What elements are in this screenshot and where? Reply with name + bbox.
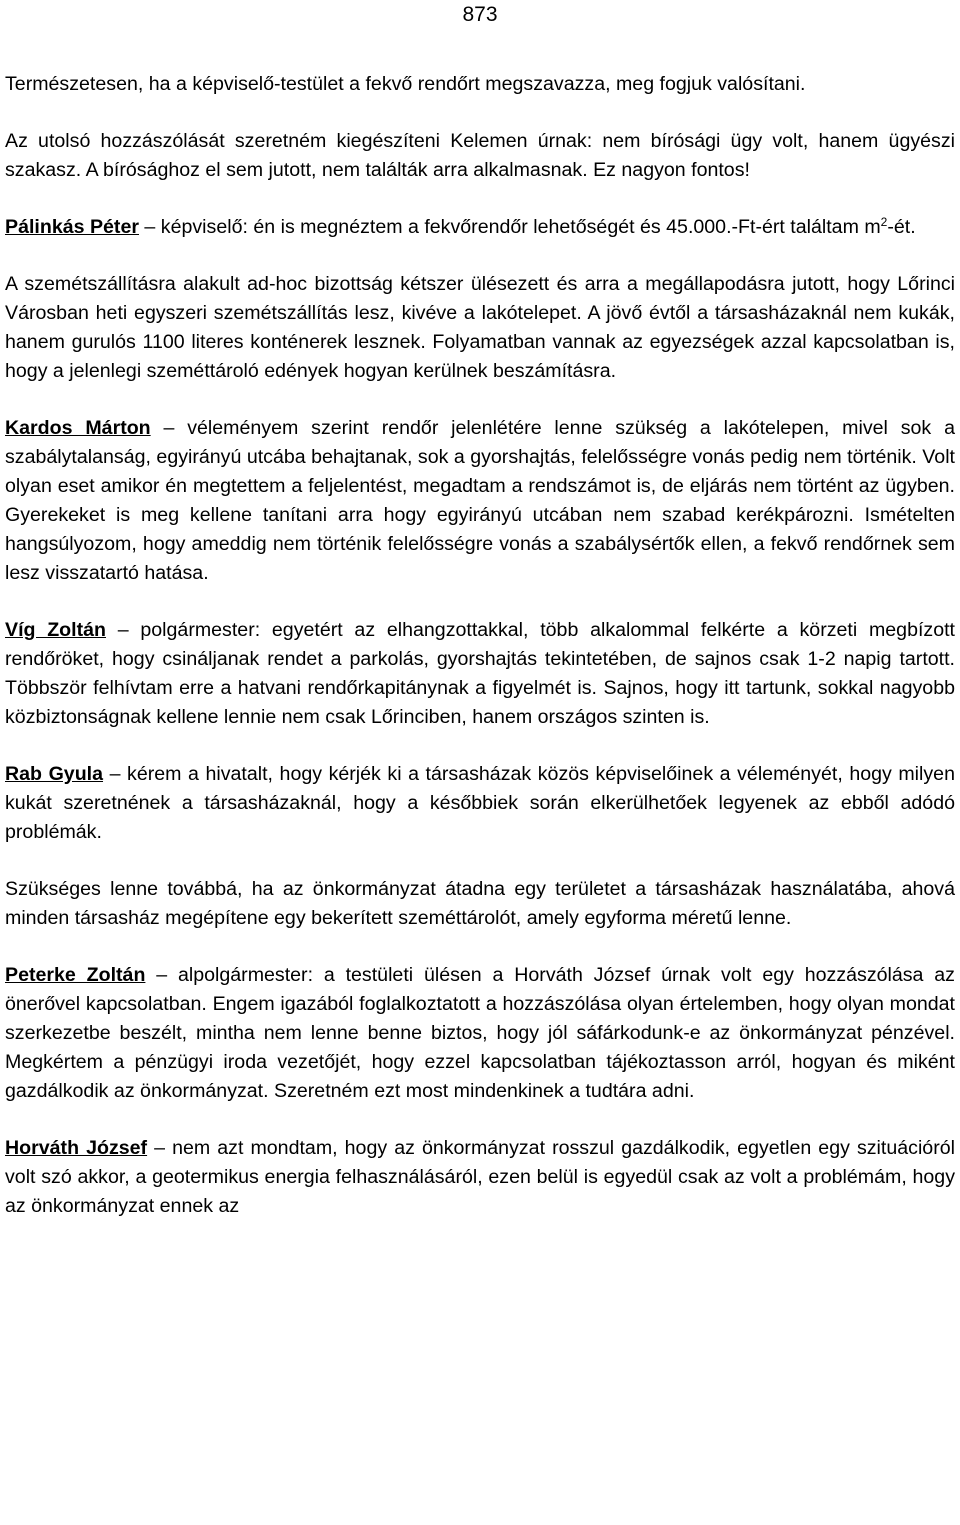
speaker-dash: –: [147, 1137, 173, 1159]
speaker-dash: –: [138, 216, 161, 238]
speaker-name: Kardos Márton: [5, 417, 151, 439]
speech-horvath-jozsef: [5, 1134, 955, 1221]
speech-text: képviselő: én is megnéztem a fekvőrendőr lehetőségét és 45.000.-Ft-ért találtam m: [160, 216, 881, 238]
speech-text-end: -ét.: [887, 216, 916, 238]
speech-kardos-marton: [5, 414, 955, 588]
speaker-name: Peterke Zoltán: [5, 964, 146, 986]
superscript: 2: [880, 215, 888, 229]
paragraph-text: Szükséges lenne továbbá, ha az önkormányzat átadna egy területet a társasházak használatába, ahová minden társasház megépítene egy bekerített szeméttárolót, amely egyforma méretű lenne.: [5, 878, 955, 929]
paragraph-waste-committee: [5, 270, 955, 386]
speaker-name: Pálinkás Péter: [5, 216, 139, 238]
speech-peterke-zoltan: [5, 961, 955, 1106]
speech-palinkas-peter: [5, 213, 955, 242]
speaker-dash: –: [145, 964, 178, 986]
speaker-name: Horváth József: [5, 1137, 148, 1159]
speech-text: polgármester: egyetért az elhangzottakkal, több alkalommal felkérte a körzeti megbízott rendőröket, hogy csináljanak rendet a parkolás, gyorshajtás tekintetében, de sajnos csak 1-2 napig tartott. Többször felhívtam erre a hatvani rendőrkapitánynak a figyelmét is. Sajnos, hogy itt tartunk, sokkal nagyobb közbiztonságnak kellene lennie nem csak Lőrinciben, hanem országos szinten is.: [5, 619, 955, 728]
speech-vig-zoltan: [5, 616, 955, 732]
paragraph-1: [5, 70, 955, 99]
page-number: 873: [462, 3, 498, 26]
paragraph-text: Az utolsó hozzászólását szeretném kiegészíteni Kelemen úrnak: nem bírósági ügy volt, hanem ügyészi szakasz. A bírósághoz el sem jutott, nem találták arra alkalmasnak. Ez nagyon fontos!: [5, 130, 955, 181]
paragraph-text: Természetesen, ha a képviselő-testület a fekvő rendőrt megszavazza, meg fogjuk valósítani.: [5, 73, 806, 95]
speech-text: véleményem szerint rendőr jelenlétére lenne szükség a lakótelepen, mivel sok a szabálytalanság, egyirányú utcába behajtanak, sok a gyorshajtás, felelősségre vonás pedig nem történik. Volt olyan eset amikor én megtettem a feljelentést, megadtam a rendszámot is, de eljárás nem történt az ügyben. Gyerekeket is meg kellene tanítani arra hogy egyirányú utcában nem szabad kerékpározni. Ismételten hangsúlyozom, hogy ameddig nem történik felelősségre vonás a szabálysértők ellen, a fekvő rendőrnek sem lesz visszatartó hatása.: [5, 417, 955, 584]
speech-text: nem azt mondtam, hogy az önkormányzat rosszul gazdálkodik, egyetlen egy szituációról volt szó akkor, a geotermikus energia felhasználásáról, ezen belül is egyedül csak az volt a problémám, hogy az önkormányzat ennek az: [5, 1137, 955, 1217]
document-body: [5, 70, 955, 1249]
paragraph-text: A szemétszállításra alakult ad-hoc bizottság kétszer ülésezett és arra a megállapodásra jutott, hogy Lőrinci Városban heti egyszeri szemétszállítás lesz, kivéve a lakótelepet. A jövő évtől a társasházaknál nem kukák, hanem gurulós 1100 literes konténerek lesznek. Folyamatban vannak az egyezségek azzal kapcsolatban is, hogy a jelenlegi szeméttároló edények hogyan kerülnek beszámításra.: [5, 273, 955, 382]
speaker-dash: –: [150, 417, 188, 439]
speaker-name: Víg Zoltán: [5, 619, 106, 641]
speaker-dash: –: [106, 619, 141, 641]
paragraph-waste-storage: [5, 875, 955, 933]
speaker-dash: –: [103, 763, 128, 785]
paragraph-2: [5, 127, 955, 185]
speech-rab-gyula: [5, 760, 955, 847]
speaker-name: Rab Gyula: [5, 763, 104, 785]
speech-text: kérem a hivatalt, hogy kérjék ki a társasházak közös képviselőinek a véleményét, hogy milyen kukát szeretnének a társasházaknál, hogy a későbbiek során elkerülhetőek legyenek az ebből adódó problémák.: [5, 763, 955, 843]
speech-text: alpolgármester: a testületi ülésen a Horváth József úrnak volt egy hozzászólása az önerővel kapcsolatban. Engem igazából foglalkoztatott a hozzászólása olyan értelemben, hogy olyan mondat szerkezetbe beszélt, mintha nem lenne benne biztos, hogy jól sáfárkodunk-e az önkormányzat pénzével. Megkértem a pénzügyi iroda vezetőjét, hogy ezzel kapcsolatban tájékoztasson arról, hogyan és miként gazdálkodik az önkormányzat. Szeretném ezt most mindenkinek a tudtára adni.: [5, 964, 955, 1102]
